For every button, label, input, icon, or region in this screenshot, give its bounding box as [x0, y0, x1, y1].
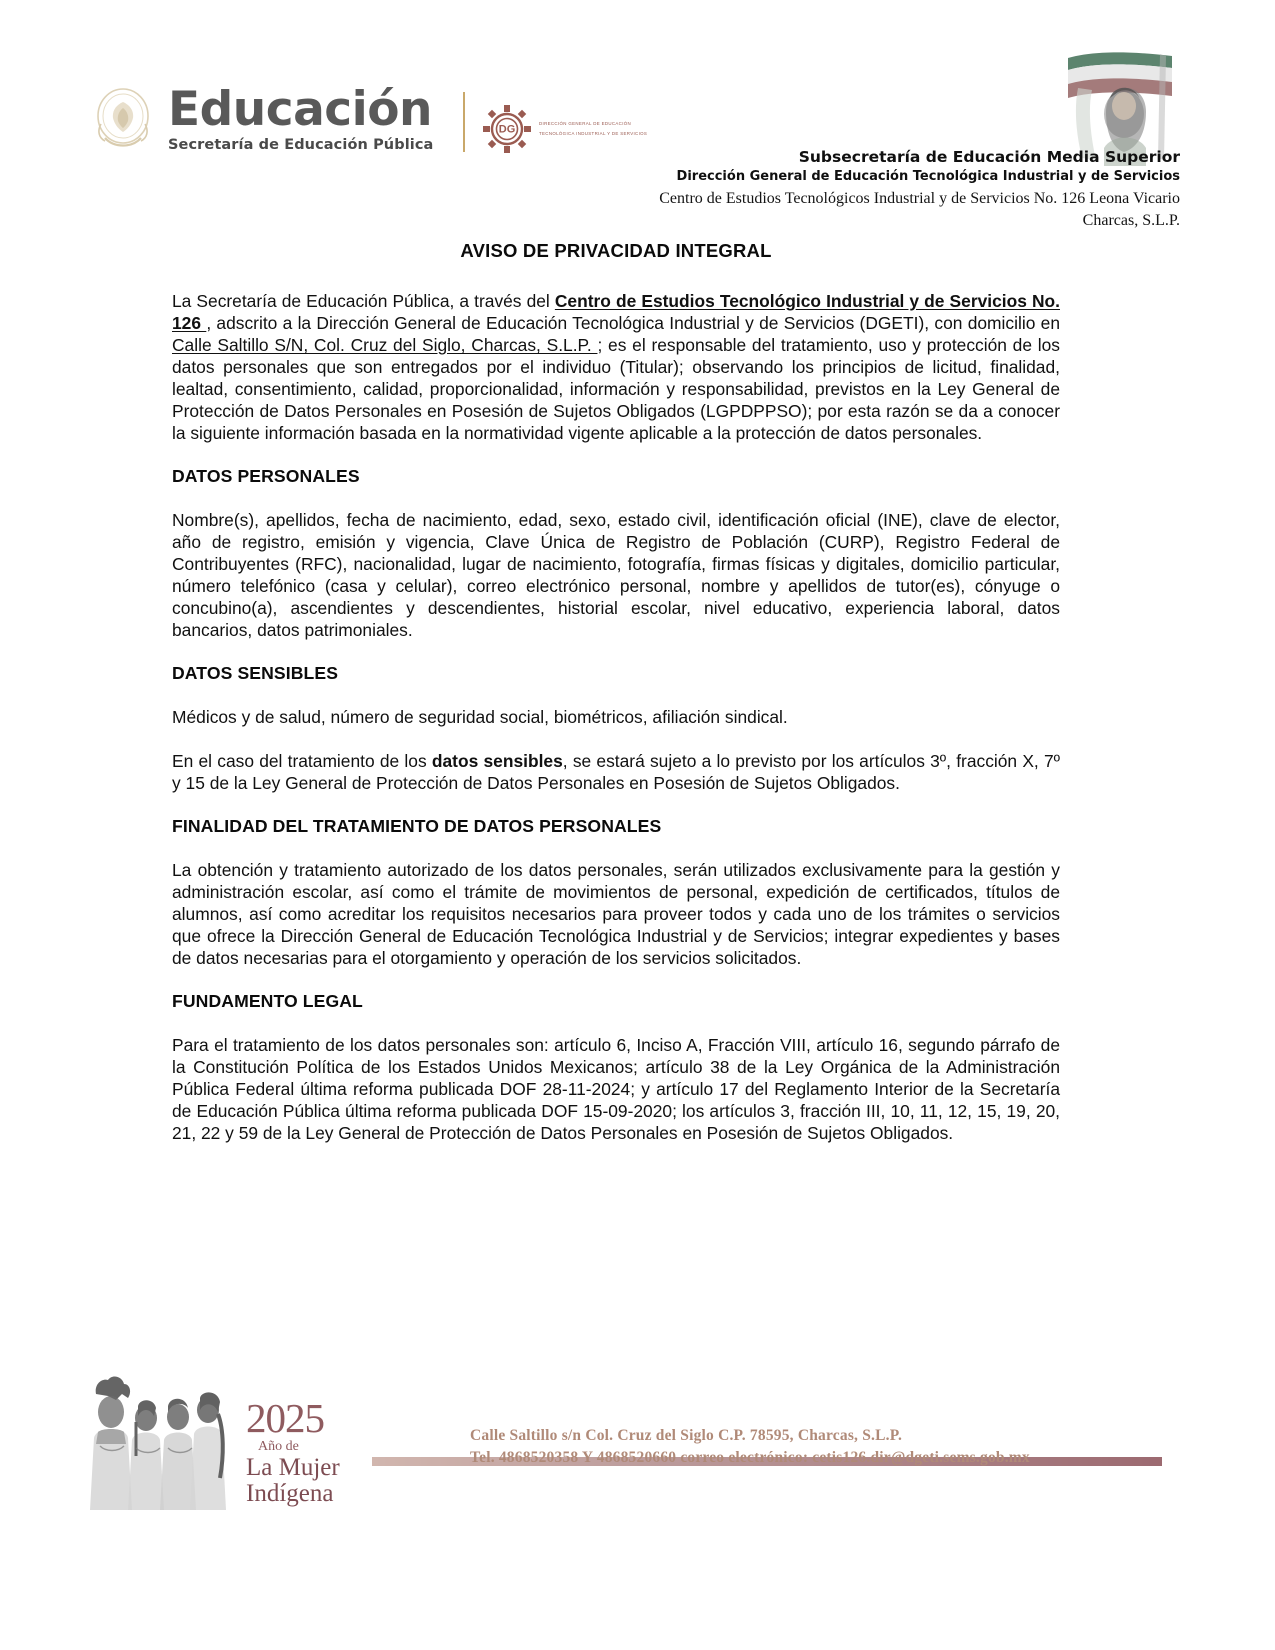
dgeti-gear-icon [482, 104, 532, 154]
campaign-line2: Indígena [246, 1480, 334, 1507]
dgeti-logo [482, 104, 647, 154]
section-body-datos-personales: Nombre(s), apellidos, fecha de nacimiento, edad, sexo, estado civil, identificación oficial (INE), clave de elector, año de registro, emisión y vigencia, Clave Única de Registro de Población (CURP), Registro Federal de Contribuyentes (RFC), nacionalidad, lugar de nacimiento, fotografía, firmas físicas y digitales, domicilio particular, número telefónico (casa y celular), correo electrónico personal, nombre y apellidos de tutor(es), cónyuge o concubino(a), ascendientes y descendientes, historial escolar, nivel educativo, experiencia laboral, datos bancarios, datos patrimoniales. [172, 510, 1060, 641]
svg-text:DG: DG [498, 123, 516, 136]
indigenous-women-illustration-icon [78, 1360, 238, 1510]
footer-address-line: Calle Saltillo s/n Col. Cruz del Siglo C.P. 78595, Charcas, S.L.P. [470, 1427, 903, 1444]
campaign-ano-de: Año de [258, 1439, 299, 1454]
intro-part1: La Secretaría de Educación Pública, a través del [172, 291, 555, 311]
office-line-1: Subsecretaría de Educación Media Superior [798, 148, 1180, 166]
intro-paragraph [172, 290, 1060, 444]
sensibles-bold-term: datos sensibles [431, 751, 563, 772]
sep-logo [92, 82, 434, 153]
page-title: AVISO DE PRIVACIDAD INTEGRAL [460, 240, 772, 261]
campaign-line1: La Mujer [246, 1454, 340, 1481]
intro-entity-name: Centro de Estudios Tecnológico Industrial y de Servicios No. 126 [172, 291, 1060, 334]
section-heading-datos-personales: DATOS PERSONALES [172, 466, 360, 487]
sensibles-part2: , se estará sujeto a lo previsto por los artículos 3º, fracción X, 7º y 15 de la Ley General de Protección de Datos Personales en Posesión de Sujetos Obligados. [172, 751, 1060, 794]
dgeti-logo-line1: DIRECCIÓN GENERAL DE EDUCACIÓN [539, 120, 632, 126]
dgeti-logo-text [539, 121, 647, 137]
campaign-text [246, 1395, 340, 1510]
sep-title: Educación [168, 82, 433, 137]
campaign-logo [78, 1345, 348, 1510]
section-body-finalidad: La obtención y tratamiento autorizado de los datos personales, serán utilizados exclusivamente para la gestión y administración escolar, así como el trámite de movimientos de personal, expedición de certificados, títulos de alumnos, así como acreditar los requisitos necesarios para proveer todos y cada uno de los trámites o servicios que ofrece la Dirección General de Educación Tecnológica Industrial y de Servicios; integrar expedientes y bases de datos necesarias para el otorgamiento y operación de los servicios solicitados. [172, 860, 1060, 969]
campaign-year: 2025 [246, 1395, 324, 1441]
document-body [172, 240, 1060, 1166]
section-body-fundamento-legal: Para el tratamiento de los datos personales son: artículo 6, Inciso A, Fracción VIII, artículo 16, segundo párrafo de la Constitución Política de los Estados Unidos Mexicanos; artículo 38 de la Ley Orgánica de la Administración Pública Federal última reforma publicada DOF 28-11-2024; y artículo 17 del Reglamento Interior de la Secretaría de Educación Pública última reforma publicada DOF 15-09-2020; los artículos 3, fracción III, 10, 11, 12, 15, 19, 20, 21, 22 y 59 de la Ley General de Protección de Datos Personales en Posesión de Sujetos Obligados. [172, 1035, 1060, 1144]
section-heading-fundamento-legal: FUNDAMENTO LEGAL [172, 991, 363, 1012]
section-body2-datos-sensibles [172, 750, 1060, 794]
footer-phone-email-line: Tel. 4868520358 Y 4868520660 correo electrónico: cetis126.dir@dgeti.sems.gob.mx [470, 1449, 1030, 1467]
intro-part2: , adscrito a la Dirección General de Educación Tecnológica Industrial y de Servicios (DGETI), con domicilio en [206, 313, 1060, 334]
sep-wordmark [168, 82, 434, 153]
footer-contact [470, 1425, 1030, 1470]
document-header [0, 0, 1275, 232]
section-heading-datos-sensibles: DATOS SENSIBLES [172, 663, 339, 684]
mexico-coat-of-arms-icon [92, 86, 154, 152]
office-line-4: Charcas, S.L.P. [1082, 211, 1180, 229]
intro-part3: ; es el responsable del tratamiento, uso y protección de los datos personales que son entregados por el individuo (Titular); observando los principios de licitud, finalidad, lealtad, consentimiento, calidad, proporcionalidad, información y responsabilidad, previstos en la Ley General de Protección de Datos Personales en Posesión de Sujetos Obligados (LGPDPPSO); por esta razón se da a conocer la siguiente información basada en la normatividad vigente aplicable a la protección de datos personales. [172, 335, 1060, 444]
section-body-datos-sensibles: Médicos y de salud, número de seguridad social, biométricos, afiliación sindical. [172, 707, 788, 728]
intro-address: Calle Saltillo S/N, Col. Cruz del Siglo, Charcas, S.L.P. [172, 335, 598, 356]
sensibles-part1: En el caso del tratamiento de los [172, 751, 432, 772]
office-identification [659, 148, 1180, 231]
office-line-3: Centro de Estudios Tecnológicos Industrial y de Servicios No. 126 Leona Vicario [659, 189, 1180, 207]
sep-subtitle: Secretaría de Educación Pública [168, 137, 434, 153]
logo-divider [463, 92, 465, 152]
section-heading-finalidad: FINALIDAD DEL TRATAMIENTO DE DATOS PERSONALES [172, 816, 662, 837]
dgeti-logo-line2: TECNOLÓGICA INDUSTRIAL Y DE SERVICIOS [539, 130, 648, 136]
office-line-2: Dirección General de Educación Tecnológica Industrial y de Servicios [676, 169, 1180, 185]
